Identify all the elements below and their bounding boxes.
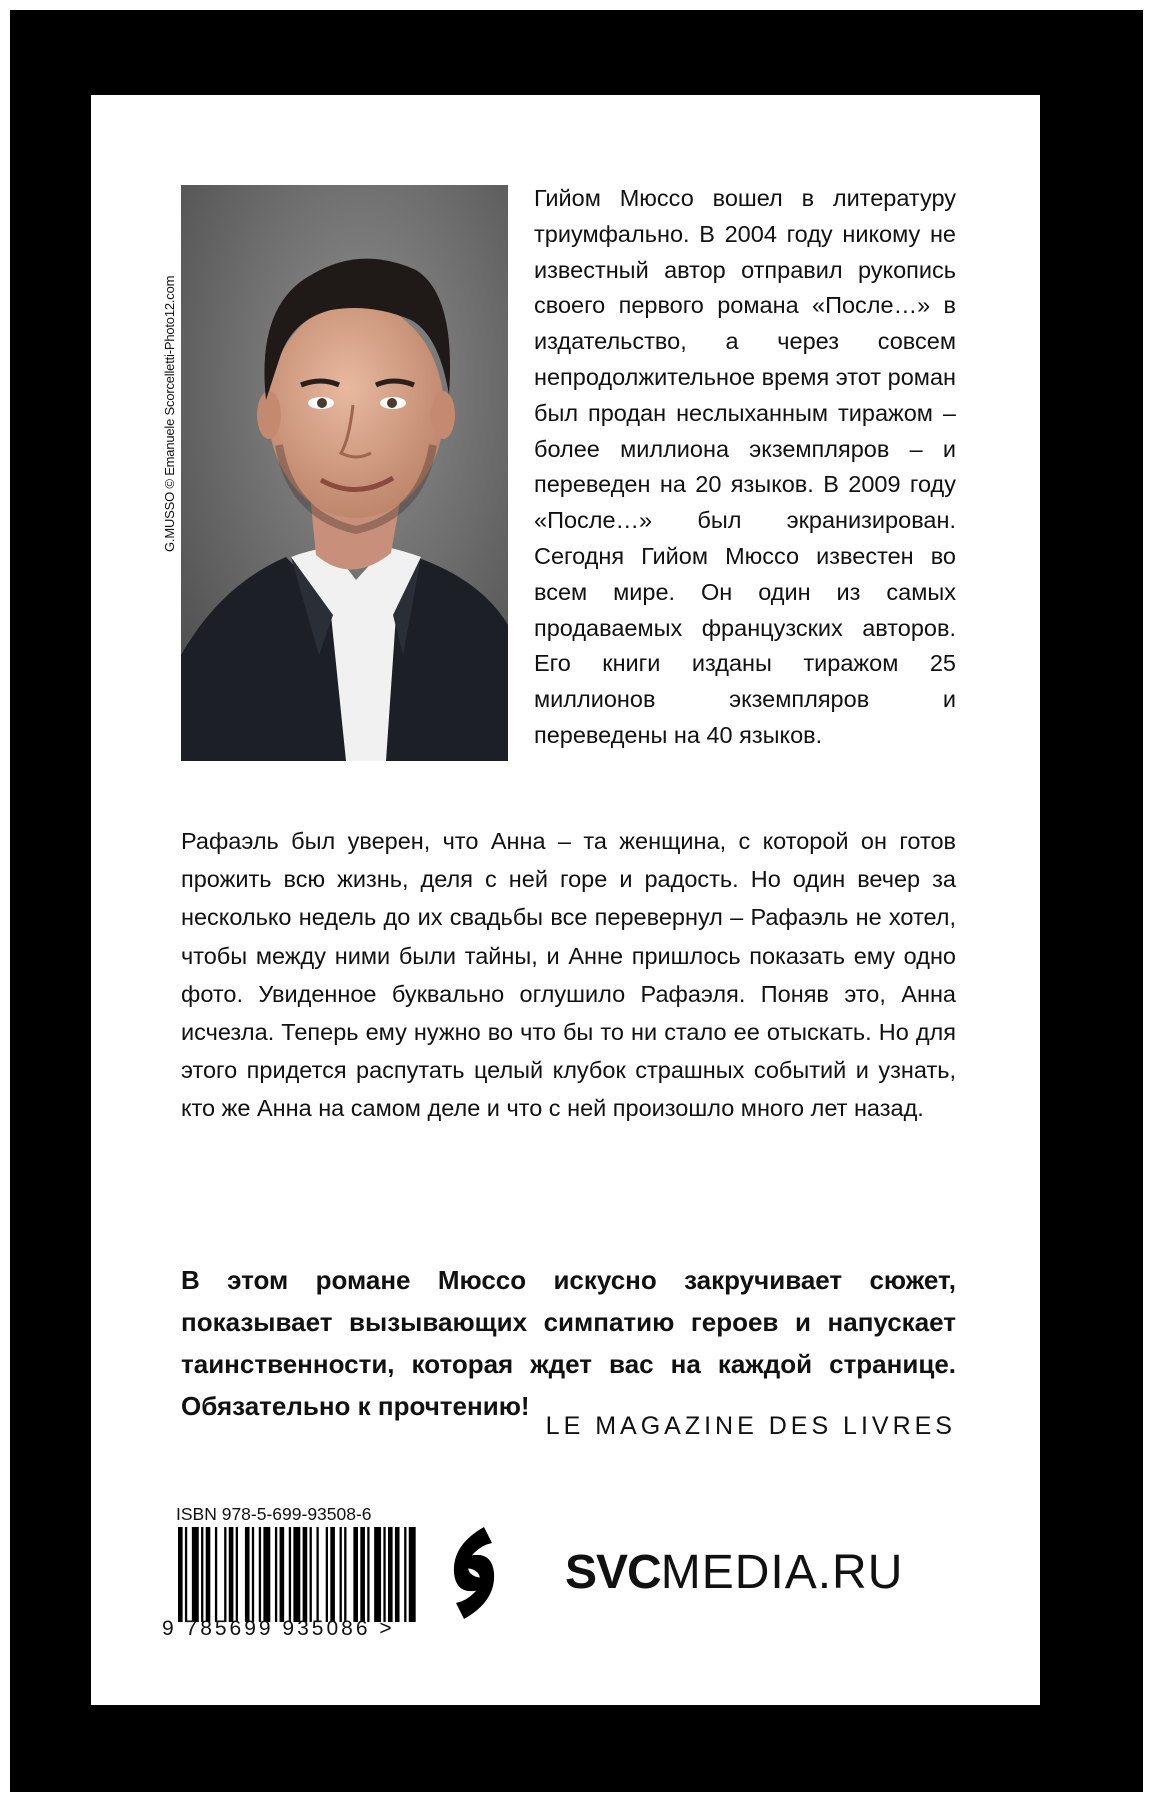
barcode-bar: [215, 1527, 217, 1622]
barcode-bar: [229, 1527, 234, 1622]
barcode-bar: [374, 1527, 381, 1622]
isbn-label: ISBN 978-5-699-93508-6: [176, 1504, 372, 1524]
review-source: LE MAGAZINE DES LIVRES: [545, 1412, 956, 1440]
barcode-bar: [263, 1527, 270, 1622]
barcode-bar: [409, 1527, 416, 1622]
barcode-bar: [340, 1527, 342, 1622]
barcode-bar: [236, 1527, 238, 1622]
imprint-logo-rest: MEDIA.RU: [660, 1546, 904, 1599]
barcode-bar: [316, 1527, 318, 1622]
barcode-bar: [404, 1527, 406, 1622]
barcode-bar: [330, 1527, 335, 1622]
barcode-bar: [206, 1527, 211, 1622]
barcode-bar: [201, 1527, 203, 1622]
book-synopsis: [181, 822, 956, 1128]
review-text: В этом романе Мюссо искусно закручивает сюжет, показывает вызывающих симпатию героев и напускает таинственности, которая ждет вас на каждой странице. Обязательно к прочтению!: [181, 1265, 956, 1421]
publisher-logo-icon: [444, 1523, 504, 1623]
barcode-bar: [310, 1527, 312, 1622]
author-bio: [534, 181, 956, 754]
barcode-bar: [275, 1527, 277, 1622]
barcode-bar: [245, 1527, 250, 1622]
barcode-bar: [293, 1527, 300, 1622]
barcode-bar: [326, 1527, 328, 1622]
barcode-bar: [383, 1527, 385, 1622]
barcode-bar: [259, 1527, 261, 1622]
barcode-bar: [388, 1527, 393, 1622]
review-quote: [181, 1259, 956, 1427]
imprint-logo: [565, 1545, 903, 1600]
barcode-bar: [353, 1527, 358, 1622]
barcode-bar: [252, 1527, 254, 1622]
barcode-bar: [224, 1527, 226, 1622]
synopsis-text: Рафаэль был уверен, что Анна – та женщина, с которой он готов прожить всю жизнь, деля с ней горе и радость. Но один вечер за несколько недель до их свадьбы все перевернул – Рафаэль не хотел, чтобы между ними были тайны, и Анне пришлось показать ему одно фото. Увиденное буквально оглушило Рафаэля. Поняв это, Анна исчезла. Теперь ему нужно во что бы то ни стало ее отыскать. Но для этого придется распутать целый клубок страшных событий и узнать, кто же Анна на самом деле и что с ней произошло много лет назад.: [181, 828, 956, 1122]
author-photo: [181, 185, 508, 761]
barcode-bar: [303, 1527, 308, 1622]
imprint-logo-bold: SVC: [565, 1546, 661, 1599]
barcode-bar: [185, 1527, 187, 1622]
barcode-bar: [178, 1527, 183, 1622]
photo-credit: G.MUSSO © Emanuele Scorcelletti-Photo12.com: [162, 275, 177, 552]
barcode: [176, 1527, 420, 1622]
barcode-bar: [280, 1527, 285, 1622]
barcode-bar: [360, 1527, 365, 1622]
author-bio-text: Гийом Мюссо вошел в литературу триумфально. В 2004 году никому не известный автор отправил рукопись своего первого романа «После…» в издательство, а через совсем непродолжительное время этот роман был продан неслыханным тиражом – более миллиона экземпляров – и переведен на 20 языков. В 2009 году «После…» был экранизирован. Сегодня Гийом Мюссо известен во всем мире. Он один из самых продаваемых французских авторов. Его книги изданы тиражом 25 миллионов экземпляров и переведены на 40 языков.: [534, 185, 956, 748]
barcode-bar: [367, 1527, 369, 1622]
barcode-bar: [289, 1527, 291, 1622]
barcode-digits: 9 785699 935086 >: [162, 1617, 395, 1640]
barcode-bar: [344, 1527, 346, 1622]
barcode-bar: [395, 1527, 400, 1622]
barcode-bar: [192, 1527, 199, 1622]
